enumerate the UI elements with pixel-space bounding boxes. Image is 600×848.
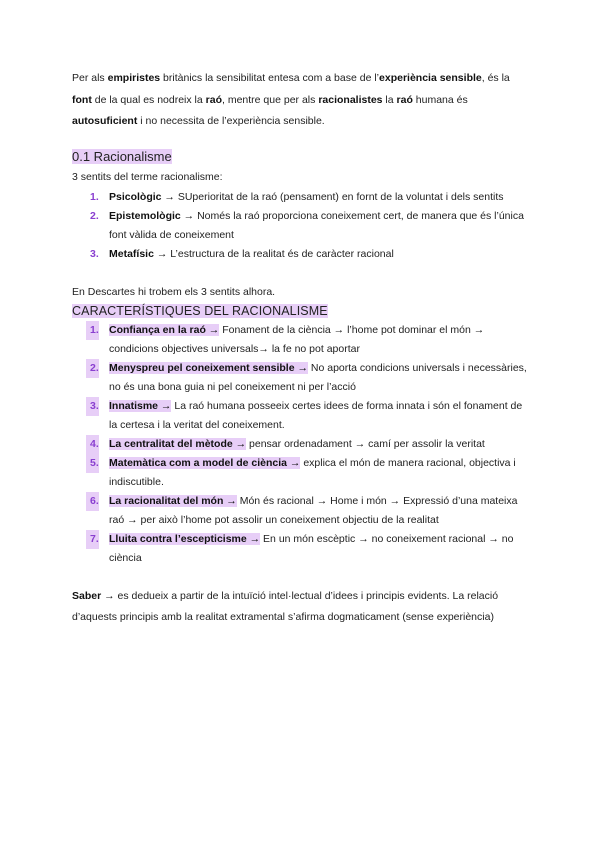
- list-item-title: Lluita contra l’escepticisme →: [109, 533, 261, 545]
- list-number: 2.: [90, 210, 99, 222]
- list-number: 5.: [86, 454, 99, 473]
- list-item-text: → Només la raó proporciona coneixement cert, de manera que és l’única font vàlida de coneixement: [109, 210, 524, 241]
- intro-bold: experiència sensible: [379, 72, 482, 84]
- list-item-title: La racionalitat del món →: [109, 495, 237, 507]
- list-item-title: Matemàtica com a model de ciència →: [109, 457, 301, 469]
- intro-text: britànics la sensibilitat entesa com a base de l’: [160, 72, 380, 84]
- intro-bold: raó: [396, 93, 413, 106]
- list-number: 2.: [86, 359, 99, 378]
- closing-paragraph: [72, 586, 532, 628]
- list-number: 3.: [90, 248, 99, 260]
- list-item-text: En un món escèptic → no coneixement racional → no ciència: [109, 533, 514, 564]
- intro-bold: racionalistes: [318, 93, 383, 106]
- list-item: [72, 492, 532, 530]
- intro-bold: empiristes: [107, 72, 161, 84]
- senses-list: [72, 188, 532, 264]
- list-item-text: Món és racional → Home i món → Expressió d’una mateixa raó → per això l’home pot assolir un coneixement objectiu de la realitat: [109, 495, 518, 526]
- section-racionalisme: [72, 148, 532, 302]
- list-item-text: → L’estructura de la realitat és de caràcter racional: [153, 248, 394, 260]
- list-item-title: Psicològic: [109, 191, 162, 203]
- list-number: 7.: [86, 530, 99, 549]
- list-number: 1.: [86, 321, 99, 340]
- section-caracteristiques: [72, 302, 532, 568]
- intro-paragraph: [72, 68, 532, 133]
- characteristics-list: [72, 321, 532, 568]
- list-item-text: → SUperioritat de la raó (pensament) en fornt de la voluntat i dels sentits: [161, 191, 504, 203]
- intro-text: humana és: [412, 93, 468, 106]
- list-item: [72, 530, 532, 568]
- list-item-title: Innatisme →: [109, 400, 172, 412]
- list-item: [72, 321, 532, 359]
- list-item-title: La centralitat del mètode →: [109, 438, 247, 450]
- section-after: En Descartes hi trobem els 3 sentits alhora.: [72, 286, 276, 298]
- closing-bold: Saber: [72, 590, 102, 602]
- list-item-title: Menyspreu pel coneixement sensible →: [109, 362, 308, 374]
- list-item: [72, 359, 532, 397]
- intro-text: i no necessita de l’experiència sensible.: [137, 115, 325, 127]
- list-item: [72, 245, 532, 264]
- intro-text: la: [382, 93, 397, 106]
- list-item-title: Epistemològic: [109, 210, 181, 222]
- list-number: 6.: [86, 492, 99, 511]
- list-item-text: pensar ordenadament → camí per assolir la veritat: [246, 438, 485, 450]
- list-item: [72, 454, 532, 492]
- list-item-text: No aporta condicions universals i necessàries, no és una bona guia ni pel coneixement ni per l’acció: [109, 362, 527, 393]
- list-item-text: Fonament de la ciència → l’home pot dominar el món → condicions objectives universals→ la fe no pot aportar: [109, 324, 485, 355]
- intro-text: de la qual es nodreix la: [91, 93, 206, 106]
- closing-text: → es dedueix a partir de la intuïció intel·lectual d’idees i principis evidents. La relació d’aquests principis amb la realitat extramental s’afirma dogmaticament (sense experiència): [72, 590, 499, 623]
- list-item: [72, 435, 532, 454]
- intro-text: , mentre que per als: [222, 93, 319, 106]
- list-number: 3.: [86, 397, 99, 416]
- list-item-title: Confiança en la raó →: [109, 324, 220, 336]
- list-item-title: Metafísic: [109, 248, 154, 260]
- section-heading: 0.1 Racionalisme: [72, 149, 172, 164]
- list-number: 4.: [86, 435, 99, 454]
- list-item: [72, 207, 532, 245]
- list-item: [72, 397, 532, 435]
- intro-text: , és la: [481, 72, 510, 84]
- list-item-text: La raó humana posseeix certes idees de forma innata i són el fonament de la certesa i la veritat del coneixement.: [109, 400, 523, 431]
- section-lead: 3 sentits del terme racionalisme:: [72, 171, 223, 183]
- intro-bold: font: [72, 93, 92, 106]
- list-item-text: explica el món de manera racional, objectiva i indiscutible.: [109, 457, 516, 488]
- intro-bold: raó: [205, 93, 222, 106]
- list-item: [72, 188, 532, 207]
- intro-text: Per als: [72, 72, 108, 84]
- section-heading: CARACTERÍSTIQUES DEL RACIONALISME: [72, 304, 328, 318]
- intro-bold: autosuficient: [72, 115, 138, 127]
- list-number: 1.: [90, 191, 99, 203]
